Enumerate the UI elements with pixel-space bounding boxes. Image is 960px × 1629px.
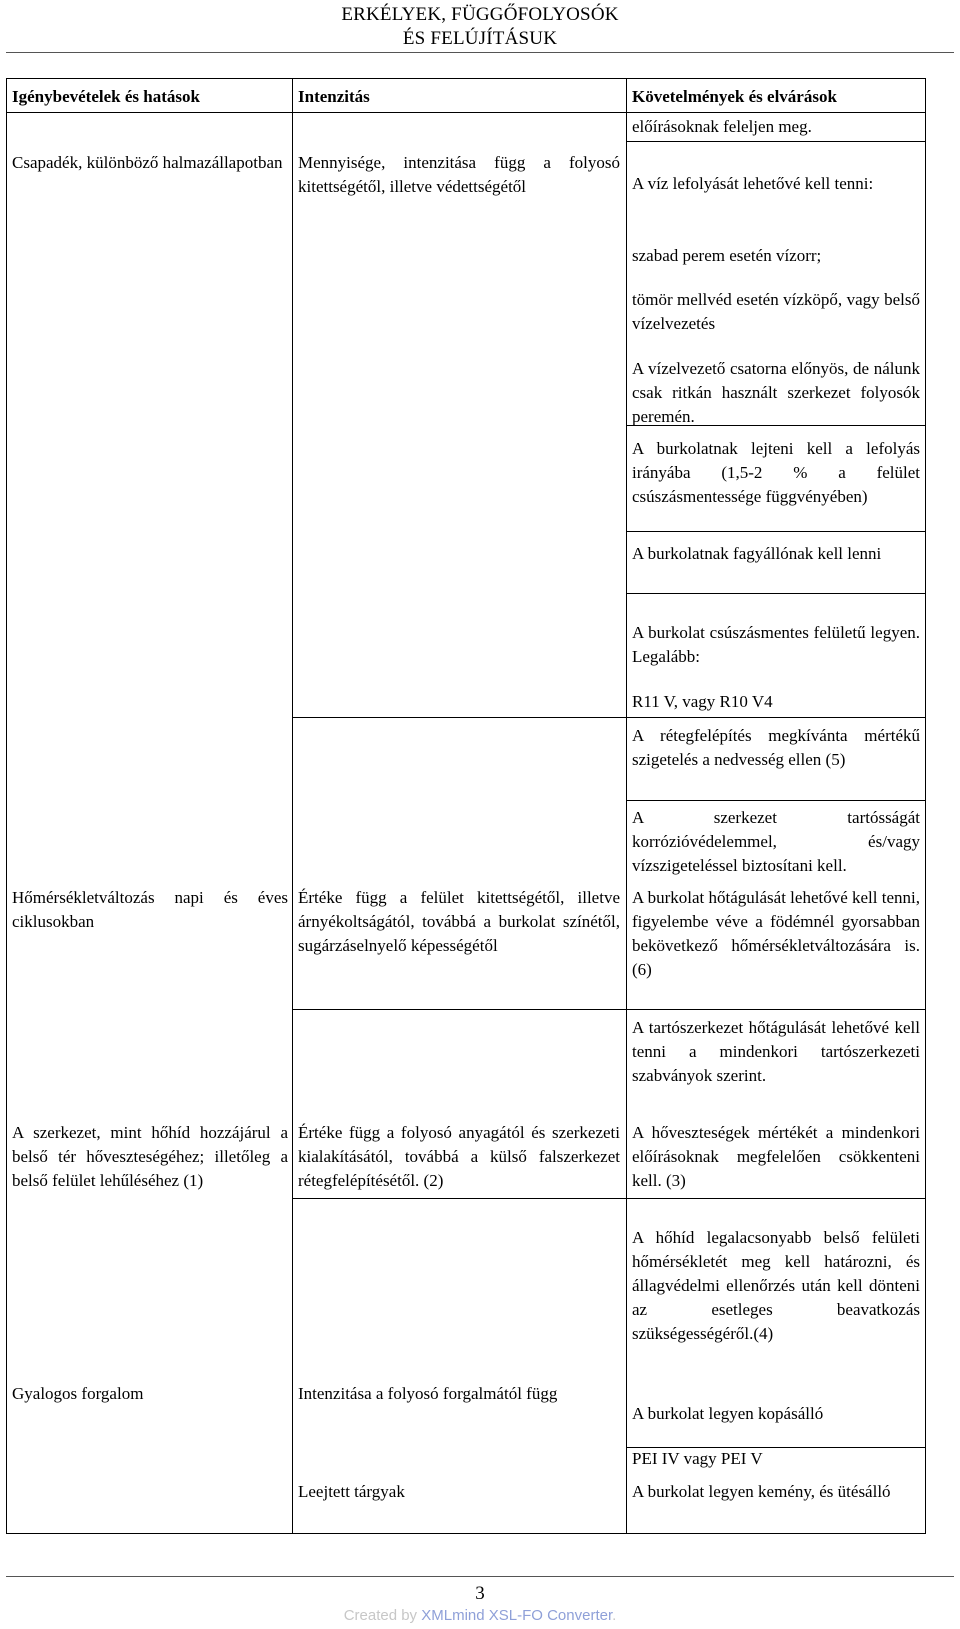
column-header-loads: Igénybevételek és hatások	[12, 87, 200, 106]
intensity-dropped-objects: Leejtett tárgyak	[298, 1482, 405, 1501]
column-header-intensity: Intenzitás	[298, 87, 370, 106]
requirement-item: A vízelvezető csatorna előnyös, de nálunk csak ritkán használt szerkezet folyosók peremén.	[632, 359, 920, 426]
requirement-item: A hőveszteségek mértékét a mindenkori előírásoknak megfelelően csökkenteni kell. (3)	[632, 1123, 920, 1190]
intensity-rule	[292, 717, 626, 718]
requirement-item: A burkolat csúszásmentes felületű legyen. Legalább:	[632, 623, 920, 666]
intensity-precipitation: Mennyisége, intenzitása függ a folyosó kitettségétől, illetve védettségétől	[298, 153, 620, 196]
header-title-line-1: ERKÉLYEK, FÜGGŐFOLYOSÓK	[341, 4, 619, 25]
requirement-item: A szerkezet tartósságát korrózióvédelemmel, és/vagy vízszigeteléssel biztosítani kell.	[632, 808, 920, 875]
load-temperature: Hőmérsékletváltozás napi és éves ciklusokban	[12, 888, 288, 931]
req-rule	[626, 1198, 926, 1199]
intensity-temperature: Értéke függ a felület kitettségétől, illetve árnyékoltságától, továbbá a burkolat színétől, sugárzáselnyelő képességétől	[298, 888, 620, 955]
column-header-requirements: Követelmények és elvárások	[632, 87, 837, 106]
req-rule	[626, 593, 926, 594]
requirement-item: A hőhíd legalacsonyabb belső felületi hőmérsékletét meg kell határozni, és állagvédelmi ellenőrzés után kell dönteni az esetleges beavatkozás szükségességéről.(4)	[632, 1228, 920, 1343]
running-header	[0, 3, 960, 51]
requirement-item: A víz lefolyását lehetővé kell tenni:	[632, 174, 874, 193]
req-rule	[626, 141, 926, 142]
load-thermal-bridge: A szerkezet, mint hőhíd hozzájárul a belső tér hőveszteségéhez; illetőleg a belső felület lehűléséhez (1)	[12, 1123, 288, 1190]
header-rule	[6, 52, 954, 53]
requirement-item: A burkolat legyen kopásálló	[632, 1404, 824, 1423]
req-rule	[626, 1009, 926, 1010]
requirement-item: tömör mellvéd esetén vízköpő, vagy belső vízelvezetés	[632, 290, 920, 333]
requirement-item: A burkolat hőtágulását lehetővé kell tenni, figyelembe véve a födémnél gyorsabban bekövetkező hőmérsékletváltozására is. (6)	[632, 888, 920, 979]
requirement-item: PEI IV vagy PEI V	[632, 1449, 763, 1468]
requirement-item: A burkolatnak lejteni kell a lefolyás irányába (1,5-2 % a felület csúszásmentessége függvényében)	[632, 439, 920, 506]
header-title-line-2: ÉS FELÚJÍTÁSUK	[402, 28, 558, 49]
requirement-item: A burkolat legyen kemény, és ütésálló	[632, 1482, 891, 1501]
column-divider-1	[292, 78, 293, 1534]
load-precipitation: Csapadék, különböző halmazállapotban	[12, 153, 283, 172]
requirement-item: szabad perem esetén vízorr;	[632, 246, 822, 265]
page-number: 3	[475, 1583, 485, 1604]
continued-requirement: előírásoknak feleljen meg.	[632, 117, 812, 136]
requirement-item: A rétegfelépítés megkívánta mértékű szigetelés a nedvesség ellen (5)	[632, 726, 920, 769]
credit-brand: XMLmind XSL-FO Converter	[421, 1607, 613, 1624]
credit-suffix: .	[612, 1607, 617, 1624]
converter-credit	[0, 1607, 960, 1625]
requirement-item: R11 V, vagy R10 V4	[632, 692, 773, 711]
intensity-rule	[292, 1009, 626, 1010]
intensity-thermal-bridge: Értéke függ a folyosó anyagától és szerkezeti kialakításától, továbbá a külső falszerkezet rétegfelépítésétől. (2)	[298, 1123, 620, 1190]
column-divider-2	[626, 78, 627, 1534]
intensity-pedestrian-traffic: Intenzitása a folyosó forgalmától függ	[298, 1384, 558, 1403]
intensity-rule	[292, 1198, 626, 1199]
header-row-rule	[6, 112, 926, 113]
requirement-item: A burkolatnak fagyállónak kell lenni	[632, 544, 882, 563]
load-pedestrian-traffic: Gyalogos forgalom	[12, 1384, 144, 1403]
req-rule	[626, 800, 926, 801]
req-rule	[626, 717, 926, 718]
req-rule	[626, 531, 926, 532]
footer-rule	[6, 1576, 954, 1577]
credit-prefix: Created by	[343, 1607, 422, 1624]
requirement-item: A tartószerkezet hőtágulását lehetővé kell tenni a mindenkori tartószerkezeti szabványok szerint.	[632, 1018, 920, 1085]
